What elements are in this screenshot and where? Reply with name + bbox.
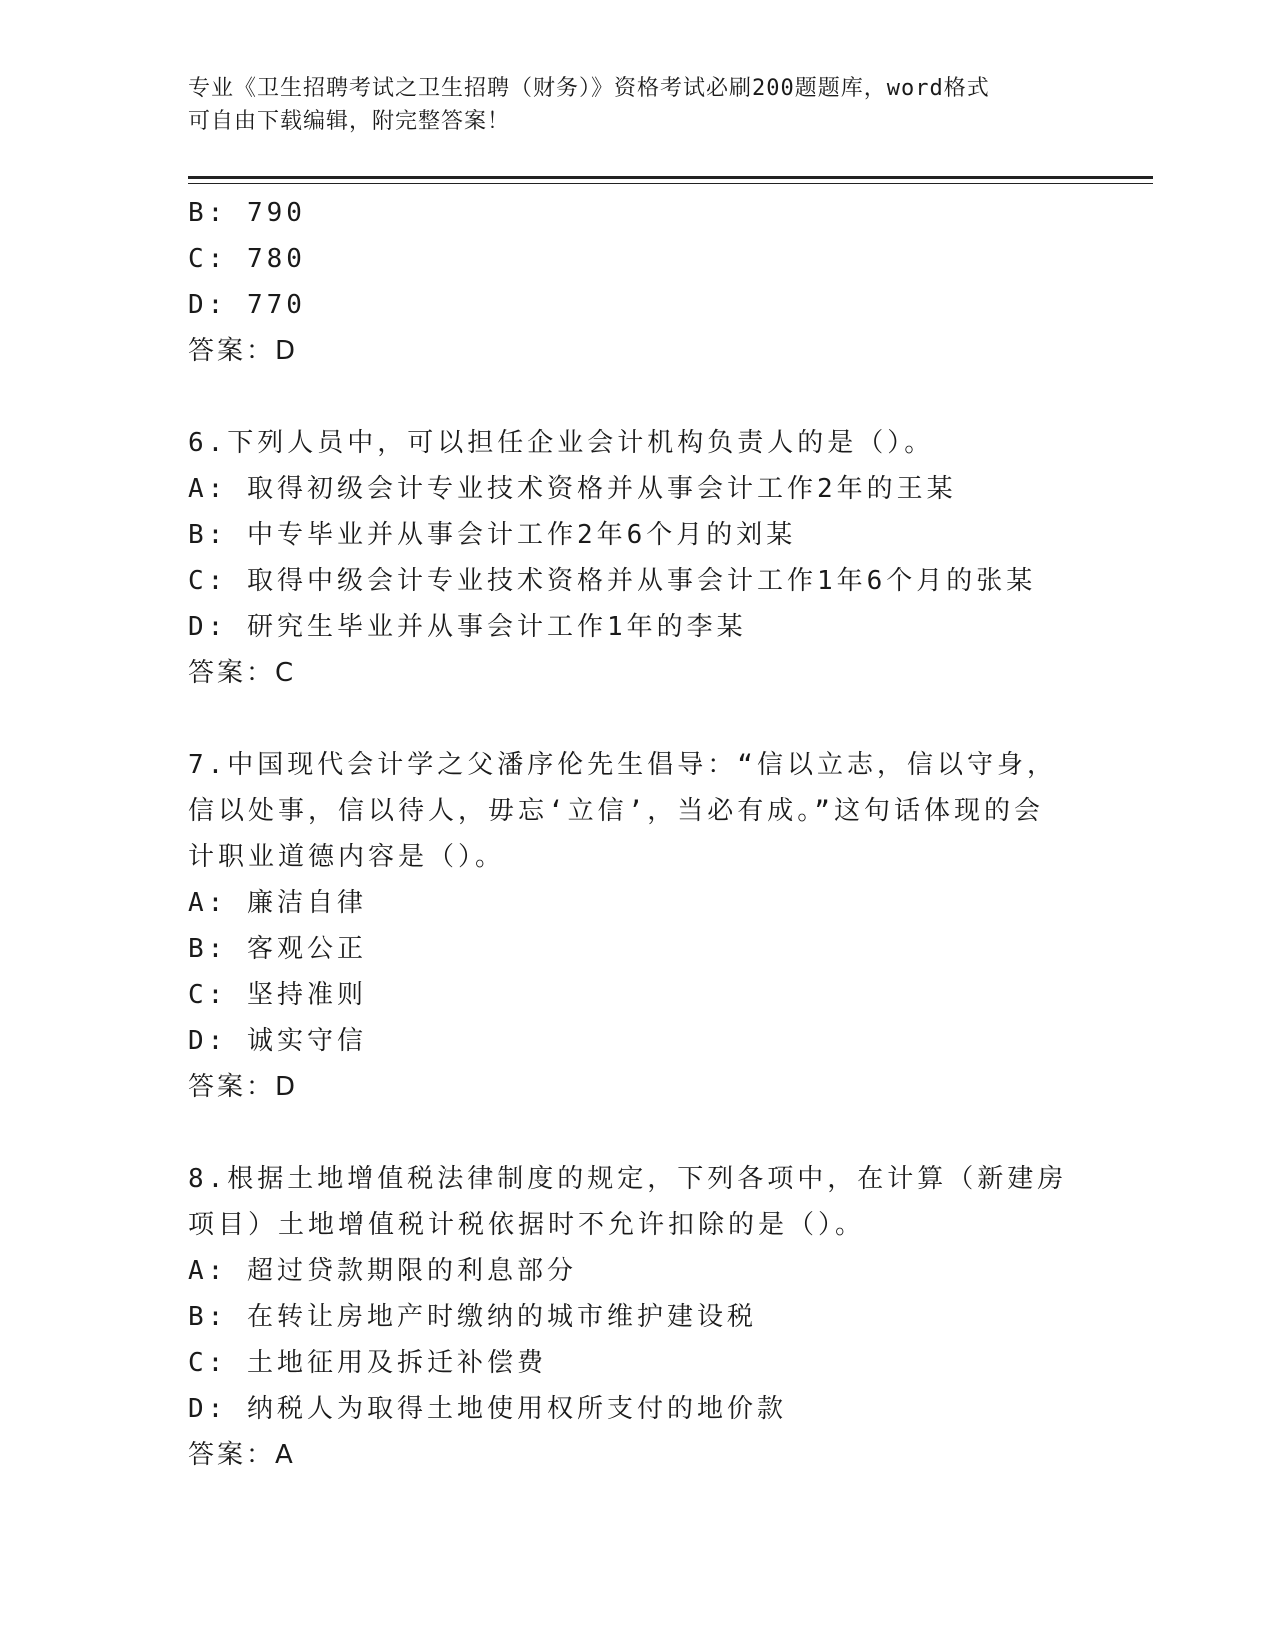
question-text: 7.中国现代会计学之父潘序伦先生倡导：“信以立志，信以守身，信以处事，信以待人，毋忘‘立信’，当必有成。”这句话体现的会计职业道德内容是（）。 <box>188 750 1057 872</box>
option-d: D: 770 <box>188 290 306 320</box>
question-block-7 <box>188 742 1068 1110</box>
option-b: B: 客观公正 <box>188 934 367 964</box>
document-header <box>188 72 1068 138</box>
option-c: C: 780 <box>188 244 306 274</box>
spacer <box>188 374 1068 420</box>
option-c: C: 取得中级会计专业技术资格并从事会计工作1年6个月的张某 <box>188 566 1037 596</box>
option-b: B: 中专毕业并从事会计工作2年6个月的刘某 <box>188 520 797 550</box>
question-text: 6.下列人员中，可以担任企业会计机构负责人的是（）。 <box>188 428 935 458</box>
header-line-1: 专业《卫生招聘考试之卫生招聘（财务）》资格考试必刷200题题库，word格式 <box>188 76 990 101</box>
answer-line: 答案：D <box>188 336 299 366</box>
spacer <box>188 1110 1068 1156</box>
option-d: D: 纳税人为取得土地使用权所支付的地价款 <box>188 1394 787 1424</box>
option-a: A: 取得初级会计专业技术资格并从事会计工作2年的王某 <box>188 474 957 504</box>
answer-line: 答案：A <box>188 1440 296 1470</box>
header-divider-thin <box>188 183 1153 184</box>
option-a: A: 超过贷款期限的利息部分 <box>188 1256 577 1286</box>
spacer <box>188 696 1068 742</box>
option-c: C: 坚持准则 <box>188 980 367 1010</box>
answer-line: 答案：C <box>188 658 297 688</box>
question-block-5 <box>188 190 1068 374</box>
option-d: D: 研究生毕业并从事会计工作1年的李某 <box>188 612 747 642</box>
header-divider-thick <box>188 176 1153 179</box>
header-line-2: 可自由下载编辑，附完整答案！ <box>188 109 511 134</box>
option-a: A: 廉洁自律 <box>188 888 367 918</box>
option-d: D: 诚实守信 <box>188 1026 367 1056</box>
question-text: 8.根据土地增值税法律制度的规定，下列各项中，在计算（新建房项目）土地增值税计税依据时不允许扣除的是（）。 <box>188 1164 1068 1240</box>
option-b: B: 790 <box>188 198 306 228</box>
question-block-8 <box>188 1156 1068 1478</box>
answer-line: 答案：D <box>188 1072 299 1102</box>
option-c: C: 土地征用及拆迁补偿费 <box>188 1348 547 1378</box>
option-b: B: 在转让房地产时缴纳的城市维护建设税 <box>188 1302 757 1332</box>
question-block-6 <box>188 420 1068 696</box>
question-list <box>188 190 1068 1478</box>
